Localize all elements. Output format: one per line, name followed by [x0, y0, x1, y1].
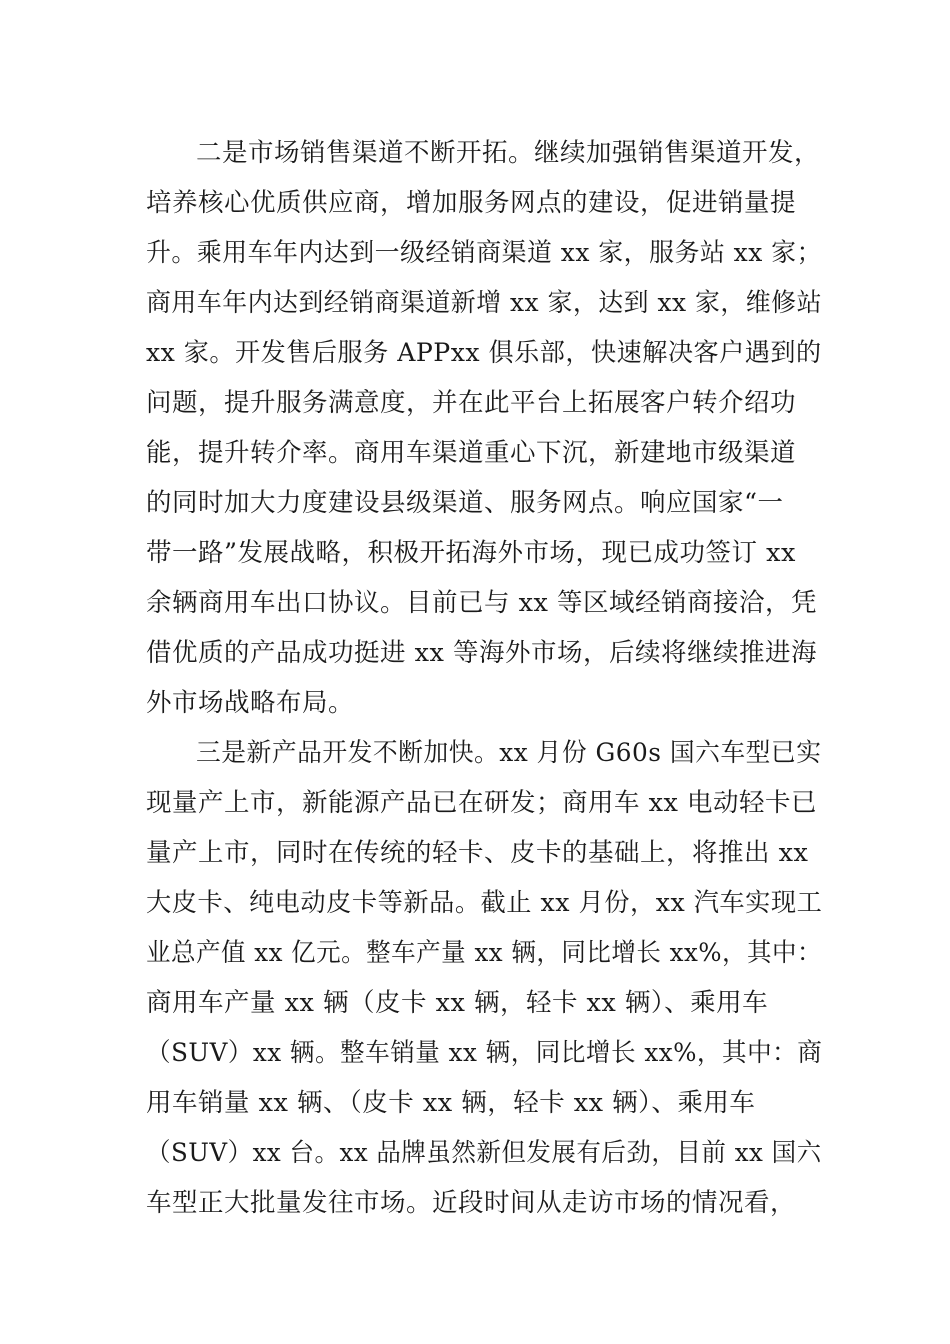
paragraph-line: 能，提升转介率。商用车渠道重心下沉，新建地市级渠道 [146, 438, 797, 468]
paragraph-line: 升。乘用车年内达到一级经销商渠道 xx 家，服务站 xx 家； [146, 238, 822, 268]
paragraph-line: 二是市场销售渠道不断开拓。继续加强销售渠道开发， [196, 138, 821, 168]
paragraph-line: 车型正大批量发往市场。近段时间从走访市场的情况看， [146, 1188, 797, 1218]
paragraph-line: 余辆商用车出口协议。目前已与 xx 等区域经销商接洽，凭 [146, 588, 817, 618]
paragraph-line: 的同时加大力度建设县级渠道、服务网点。响应国家“一 [146, 488, 784, 518]
paragraph-line: 大皮卡、纯电动皮卡等新品。截止 xx 月份，xx 汽车实现工 [146, 888, 823, 918]
paragraph-line: xx 家。开发售后服务 APPxx 俱乐部，快速解决客户遇到的 [146, 338, 822, 368]
paragraph-line: 带一路”发展战略，积极开拓海外市场，现已成功签订 xx [146, 538, 796, 568]
paragraph-line: 现量产上市，新能源产品已在研发；商用车 xx 电动轻卡已 [146, 788, 817, 818]
paragraph-line: 培养核心优质供应商，增加服务网点的建设，促进销量提 [146, 188, 797, 218]
paragraph-line: 商用车年内达到经销商渠道新增 xx 家，达到 xx 家，维修站 [146, 288, 822, 318]
paragraph-line: 业总产值 xx 亿元。整车产量 xx 辆，同比增长 xx%，其中： [146, 938, 823, 968]
paragraph-line: 借优质的产品成功挺进 xx 等海外市场，后续将继续推进海 [146, 638, 817, 668]
paragraph-line: （SUV）xx 台。xx 品牌虽然新但发展有后劲，目前 xx 国六 [146, 1138, 822, 1168]
paragraph-line: 问题，提升服务满意度，并在此平台上拓展客户转介绍功 [146, 388, 797, 418]
paragraph-line: 外市场战略布局。 [146, 688, 355, 718]
paragraph-line: 三是新产品开发不断加快。xx 月份 G60s 国六车型已实 [196, 738, 822, 768]
document-body [146, 128, 822, 1328]
paragraph-line: 用车销量 xx 辆、（皮卡 xx 辆，轻卡 xx 辆）、乘用车 [146, 1088, 756, 1118]
paragraph-line: 量产上市，同时在传统的轻卡、皮卡的基础上，将推出 xx [146, 838, 809, 868]
paragraph-line: （SUV）xx 辆。整车销量 xx 辆，同比增长 xx%，其中：商 [146, 1038, 823, 1068]
paragraph-line: 商用车产量 xx 辆（皮卡 xx 辆，轻卡 xx 辆）、乘用车 [146, 988, 769, 1018]
